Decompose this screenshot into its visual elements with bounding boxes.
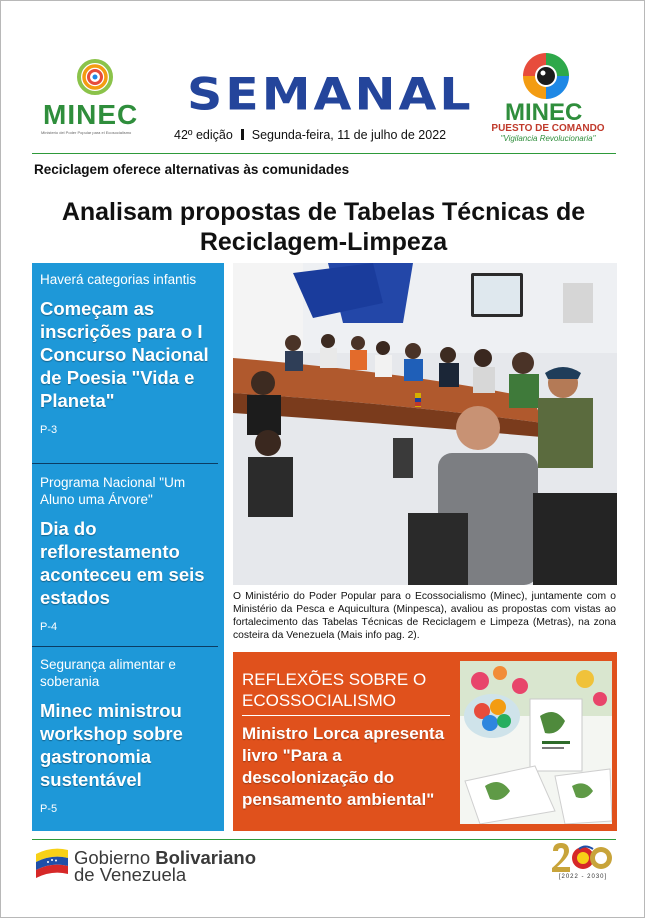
story-tag: Segurança alimentar e soberania [40, 657, 176, 689]
footer-rule [32, 839, 616, 840]
masthead-title: SEMANAL [187, 69, 474, 121]
edition-separator [241, 129, 244, 140]
sidebar-story-poetry[interactable] [40, 271, 218, 436]
story-page-ref: P-3 [40, 424, 58, 436]
sidebar-story-gastronomy[interactable] [40, 656, 218, 815]
gobierno-bolivariano-logo [34, 844, 274, 884]
gov-line1-a: Gobierno [74, 847, 156, 868]
story-title: Dia do reflorestamento aconteceu em seis estados [40, 518, 205, 608]
minec-swirl-icon [77, 59, 113, 95]
eye-emblem-icon [519, 49, 573, 103]
sidebar-divider [32, 646, 218, 647]
bicentennial-200-icon [549, 841, 617, 875]
promo-box[interactable] [233, 652, 617, 831]
meeting-photo [233, 263, 617, 585]
edition-line [174, 128, 446, 142]
venezuela-flag-icon [34, 844, 70, 880]
puesto-wordmark: MINEC [505, 99, 583, 126]
kicker: Reciclagem oferece alternativas às comunidades [34, 162, 350, 177]
promo-heading: REFLEXÕES SOBRE O ECOSSOCIALISMO [242, 670, 427, 710]
puesto-de-comando-logo [487, 49, 607, 147]
promo-subtitle: Ministro Lorca apresenta livro "Para a descolonização do pensamento ambiental" [242, 724, 445, 809]
book-photo [460, 661, 612, 824]
sidebar-column [32, 263, 224, 831]
header-rule [32, 153, 616, 154]
puesto-line1: PUESTO DE COMANDO [491, 123, 605, 134]
bicentennial-logo [549, 841, 617, 885]
bicentennial-years: [2022 - 2030] [558, 874, 608, 880]
story-title: Começam as inscrições para o I Concurso Nacional de Poesia "Vida e Planeta" [40, 298, 209, 411]
promo-rule [242, 715, 450, 716]
minec-tagline: Ministerio del Poder Popular para el Ecosocialismo [41, 130, 132, 135]
story-page-ref: P-5 [40, 803, 58, 815]
story-page-ref: P-4 [40, 621, 58, 633]
edition-number: 42º edição [174, 128, 233, 142]
story-title: Minec ministrou workshop sobre gastronomia sustentável [40, 700, 183, 790]
story-tag: Programa Nacional "Um Aluno uma Árvore" [40, 475, 186, 507]
sidebar-story-reforestation[interactable] [40, 474, 218, 633]
main-headline: Analisam propostas de Tabelas Técnicas de Reciclagem-Limpeza [61, 198, 586, 256]
minec-logo [39, 59, 149, 139]
edition-date: Segunda-feira, 11 de julho de 2022 [251, 128, 447, 142]
gov-line1-b: Bolivariano [155, 847, 256, 868]
story-tag: Haverá categorias infantis [40, 272, 197, 287]
photo-caption: O Ministério do Poder Popular para o Ecossocialismo (Minec), juntamente com o Ministério da Pesca e Aquicultura (Minpesca), avaliou as propostas com vistas ao fortalecimento das Tabelas Técnicas de Reciclagem e Limpeza (Metras), na zona costeira da Venezuela (Mais info pag. 2). [233, 591, 616, 641]
gov-line2: de Venezuela [74, 864, 187, 885]
puesto-line2: "Vigilancia Revolucionaria" [500, 134, 596, 143]
minec-wordmark: MINEC [43, 99, 139, 130]
sidebar-divider [32, 463, 218, 464]
